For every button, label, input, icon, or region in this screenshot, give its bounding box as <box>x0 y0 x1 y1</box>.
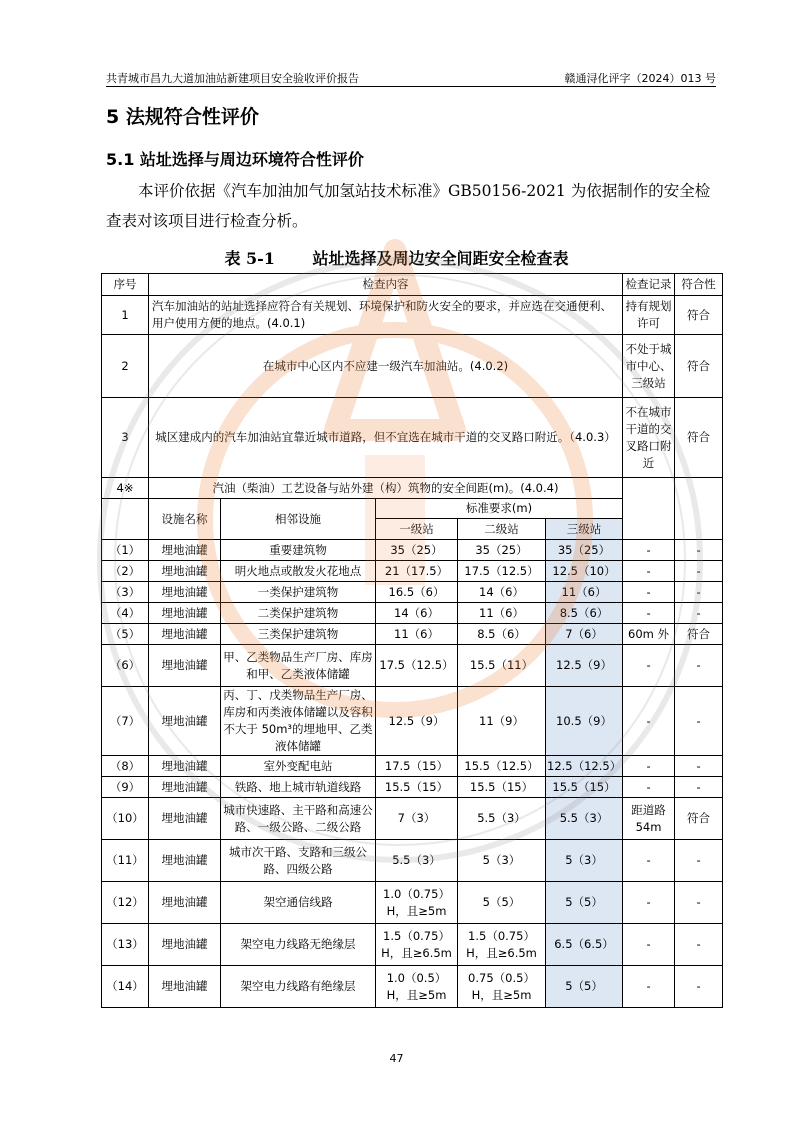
row-grade-2: 15.5（11） <box>458 645 546 687</box>
row-neighbor: 城市次干路、支路和三级公路、四级公路 <box>221 840 376 882</box>
page-header <box>106 70 716 87</box>
item-conform: 符合 <box>675 398 723 478</box>
row-grade-3: 5（5） <box>546 882 623 924</box>
item-no: 1 <box>102 296 149 335</box>
header-report-title: 共青城市昌九大道加油站新建项目安全验收评价报告 <box>106 72 359 85</box>
table-row <box>102 840 723 882</box>
row-neighbor: 重要建筑物 <box>221 540 376 561</box>
row-grade-3: 5.5（3） <box>546 798 623 840</box>
row-record: - <box>623 882 675 924</box>
row-record: - <box>623 687 675 756</box>
row-grade-3: 6.5（6.5） <box>546 924 623 966</box>
row-neighbor: 室外变配电站 <box>221 756 376 777</box>
row-grade-1: 1.0（0.75）H，且≥5m <box>376 882 458 924</box>
page-number: 47 <box>389 1052 404 1065</box>
row-record: - <box>623 777 675 798</box>
row-no: （1） <box>102 540 149 561</box>
row-neighbor: 二类保护建筑物 <box>221 603 376 624</box>
row-conform: - <box>675 582 723 603</box>
row-no: （5） <box>102 624 149 645</box>
row-grade-1: 14（6） <box>376 603 458 624</box>
row-grade-1: 12.5（9） <box>376 687 458 756</box>
table-header-row <box>102 274 723 296</box>
row-no: （3） <box>102 582 149 603</box>
row-facility: 埋地油罐 <box>149 882 221 924</box>
row-facility: 埋地油罐 <box>149 966 221 1008</box>
row-grade-2: 15.5（15） <box>458 777 546 798</box>
row-record: - <box>623 756 675 777</box>
item-record: 不在城市干道的交叉路口附近 <box>623 398 675 478</box>
row-grade-3: 8.5（6） <box>546 603 623 624</box>
row-conform: - <box>675 777 723 798</box>
item-record <box>623 478 675 540</box>
row-conform: - <box>675 840 723 882</box>
row-record: - <box>623 924 675 966</box>
row-conform: - <box>675 756 723 777</box>
table-row <box>102 687 723 756</box>
row-no: （2） <box>102 561 149 582</box>
safety-checklist-table <box>101 273 723 1008</box>
table-caption-number: 表 5-1 <box>224 249 275 268</box>
row-no: （13） <box>102 924 149 966</box>
item-no: 4※ <box>102 478 149 499</box>
row-grade-1: 11（6） <box>376 624 458 645</box>
header-no: 序号 <box>102 274 149 296</box>
table-row <box>102 624 723 645</box>
row-grade-3: 15.5（15） <box>546 777 623 798</box>
row-neighbor: 铁路、地上城市轨道线路 <box>221 777 376 798</box>
row-record: - <box>623 645 675 687</box>
row-grade-1: 1.5（0.75）H，且≥6.5m <box>376 924 458 966</box>
table-row <box>102 645 723 687</box>
row-grade-2: 5（3） <box>458 840 546 882</box>
table-row <box>102 561 723 582</box>
row-record: - <box>623 966 675 1008</box>
row-grade-3: 12.5（10） <box>546 561 623 582</box>
row-grade-3: 5（5） <box>546 966 623 1008</box>
row-record: - <box>623 582 675 603</box>
row-grade-1: 16.5（6） <box>376 582 458 603</box>
table-row <box>102 756 723 777</box>
row-grade-2: 15.5（12.5） <box>458 756 546 777</box>
row-facility: 埋地油罐 <box>149 798 221 840</box>
row-conform: - <box>675 645 723 687</box>
item-conform: 符合 <box>675 335 723 398</box>
table-row <box>102 882 723 924</box>
row-facility: 埋地油罐 <box>149 582 221 603</box>
header-report-number: 赣通浔化评字（2024）013 号 <box>564 72 716 85</box>
row-no: （14） <box>102 966 149 1008</box>
row-grade-2: 17.5（12.5） <box>458 561 546 582</box>
row-grade-1: 17.5（15） <box>376 756 458 777</box>
row-conform: 符合 <box>675 798 723 840</box>
row-conform: - <box>675 882 723 924</box>
table-row <box>102 777 723 798</box>
row-neighbor: 甲、乙类物品生产厂房、库房和甲、乙类液体储罐 <box>221 645 376 687</box>
row-no: （10） <box>102 798 149 840</box>
subheader-neighbor: 相邻设施 <box>221 499 376 540</box>
row-grade-3: 12.5（12.5） <box>546 756 623 777</box>
row-grade-3: 7（6） <box>546 624 623 645</box>
row-no: （7） <box>102 687 149 756</box>
header-content: 检查内容 <box>149 274 623 296</box>
table-row <box>102 478 723 499</box>
row-facility: 埋地油罐 <box>149 777 221 798</box>
row-conform: 符合 <box>675 624 723 645</box>
item-content: 汽车加油站的站址选择应符合有关规划、环境保护和防火安全的要求，并应选在交通便利、用户使用方便的地点。(4.0.1) <box>149 296 623 335</box>
row-conform: - <box>675 966 723 1008</box>
row-grade-3: 5（3） <box>546 840 623 882</box>
table-row <box>102 398 723 478</box>
row-conform: - <box>675 561 723 582</box>
row-conform: - <box>675 603 723 624</box>
row-no: （8） <box>102 756 149 777</box>
row-grade-2: 1.5（0.75）H，且≥6.5m <box>458 924 546 966</box>
row-neighbor: 架空通信线路 <box>221 882 376 924</box>
row-neighbor: 架空电力线路无绝缘层 <box>221 924 376 966</box>
row-grade-2: 0.75（0.5）H，且≥5m <box>458 966 546 1008</box>
row-facility: 埋地油罐 <box>149 840 221 882</box>
row-record: - <box>623 540 675 561</box>
header-record: 检查记录 <box>623 274 675 296</box>
row-grade-3: 12.5（9） <box>546 645 623 687</box>
row-grade-2: 35（25） <box>458 540 546 561</box>
row-conform: - <box>675 540 723 561</box>
table-row <box>102 966 723 1008</box>
row-grade-1: 1.0（0.5）H，且≥5m <box>376 966 458 1008</box>
row-grade-2: 5（5） <box>458 882 546 924</box>
row-grade-3: 10.5（9） <box>546 687 623 756</box>
row-facility: 埋地油罐 <box>149 603 221 624</box>
row-grade-2: 8.5（6） <box>458 624 546 645</box>
item-content: 在城市中心区内不应建一级汽车加油站。(4.0.2) <box>149 335 623 398</box>
row-neighbor: 丙、丁、戊类物品生产厂房、库房和丙类液体储罐以及容积不大于 50m³的埋地甲、乙类液体储罐 <box>221 687 376 756</box>
row-record: - <box>623 561 675 582</box>
row-grade-2: 14（6） <box>458 582 546 603</box>
item-content: 汽油（柴油）工艺设备与站外建（构）筑物的安全间距(m)。(4.0.4) <box>149 478 623 499</box>
row-facility: 埋地油罐 <box>149 624 221 645</box>
table-row <box>102 335 723 398</box>
row-grade-1: 15.5（15） <box>376 777 458 798</box>
table-caption-title: 站址选择及周边安全间距安全检查表 <box>312 249 569 268</box>
header-conform: 符合性 <box>675 274 723 296</box>
item-conform <box>675 478 723 540</box>
row-no: （9） <box>102 777 149 798</box>
item-record: 持有规划许可 <box>623 296 675 335</box>
row-grade-2: 11（6） <box>458 603 546 624</box>
subheader-facility: 设施名称 <box>149 499 221 540</box>
row-grade-1: 7（3） <box>376 798 458 840</box>
table-row <box>102 798 723 840</box>
row-record: 距道路 54m <box>623 798 675 840</box>
row-no: （12） <box>102 882 149 924</box>
row-grade-1: 21（17.5） <box>376 561 458 582</box>
subsection-title: 5.1 站址选择与周边环境符合性评价 <box>106 150 364 169</box>
section-title: 5 法规符合性评价 <box>106 106 259 128</box>
row-neighbor: 明火地点或散发火花地点 <box>221 561 376 582</box>
row-facility: 埋地油罐 <box>149 540 221 561</box>
row-facility: 埋地油罐 <box>149 561 221 582</box>
item-conform: 符合 <box>675 296 723 335</box>
row-conform: - <box>675 924 723 966</box>
row-facility: 埋地油罐 <box>149 924 221 966</box>
row-grade-1: 5.5（3） <box>376 840 458 882</box>
row-facility: 埋地油罐 <box>149 645 221 687</box>
item-no: 3 <box>102 398 149 478</box>
row-no: （6） <box>102 645 149 687</box>
subheader-grade-3: 三级站 <box>546 519 623 540</box>
row-grade-1: 17.5（12.5） <box>376 645 458 687</box>
item-no: 2 <box>102 335 149 398</box>
row-record: 60m 外 <box>623 624 675 645</box>
table-row <box>102 924 723 966</box>
item-content: 城区建成内的汽车加油站宜靠近城市道路，但不宜选在城市干道的交叉路口附近。（4.0.3） <box>149 398 623 478</box>
row-grade-2: 5.5（3） <box>458 798 546 840</box>
subheader-requirement: 标准要求(m) <box>376 499 623 519</box>
row-neighbor: 一类保护建筑物 <box>221 582 376 603</box>
item-record: 不处于城市中心、三级站 <box>623 335 675 398</box>
row-no: （11） <box>102 840 149 882</box>
row-no: （4） <box>102 603 149 624</box>
subheader-grade-2: 二级站 <box>458 519 546 540</box>
table-row <box>102 540 723 561</box>
row-record: - <box>623 603 675 624</box>
row-neighbor: 架空电力线路有绝缘层 <box>221 966 376 1008</box>
subheader-blank <box>102 499 149 540</box>
row-record: - <box>623 840 675 882</box>
row-neighbor: 城市快速路、主干路和高速公路、一级公路、二级公路 <box>221 798 376 840</box>
table-row <box>102 296 723 335</box>
row-grade-3: 11（6） <box>546 582 623 603</box>
row-grade-3: 35（25） <box>546 540 623 561</box>
row-facility: 埋地油罐 <box>149 687 221 756</box>
row-facility: 埋地油罐 <box>149 756 221 777</box>
table-row <box>102 582 723 603</box>
row-conform: - <box>675 687 723 756</box>
table-row <box>102 603 723 624</box>
table-caption <box>0 246 793 269</box>
row-grade-2: 11（9） <box>458 687 546 756</box>
row-neighbor: 三类保护建筑物 <box>221 624 376 645</box>
subheader-grade-1: 一级站 <box>376 519 458 540</box>
row-grade-1: 35（25） <box>376 540 458 561</box>
body-paragraph: 本评价依据《汽车加油加气加氢站技术标准》GB50156-2021 为依据制作的安全检查表对该项目进行检查分析。 <box>106 182 711 230</box>
